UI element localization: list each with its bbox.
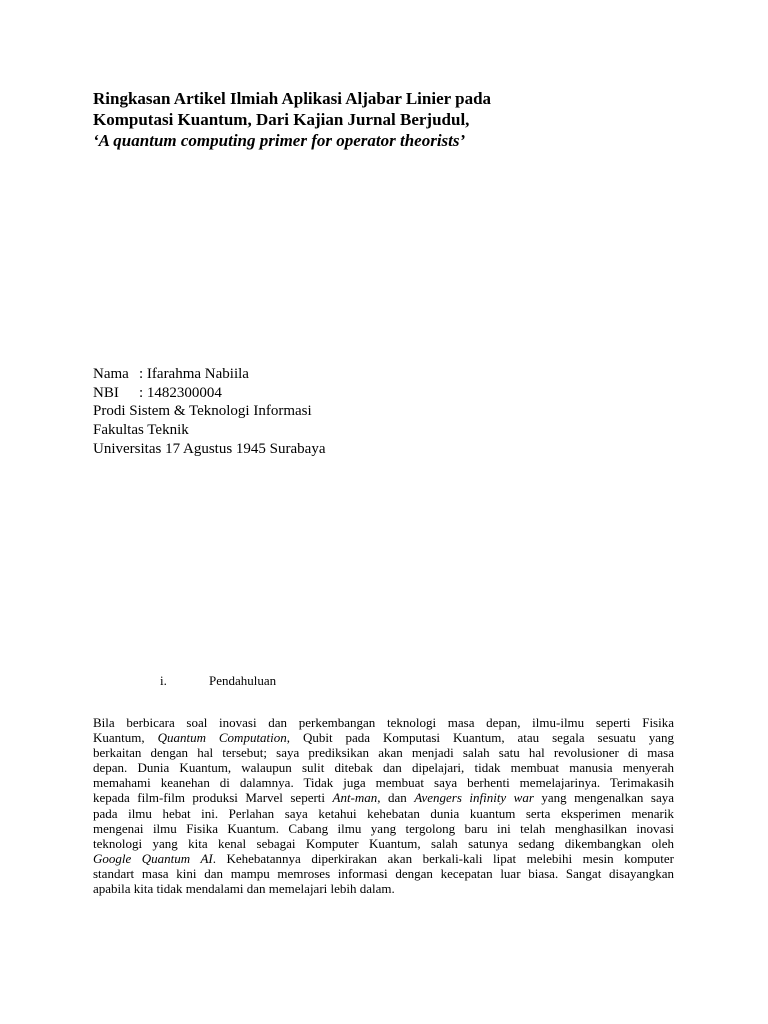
paragraph-line: standart masa kini dan mampu memroses informasi dengan kecepatan luar biasa. Sangat disayangkan bbox=[93, 865, 674, 881]
paragraph-line: berkaitan dengan hal tersebut; saya prediksikan akan menjadi salah satu hal revolusioner di masa bbox=[93, 745, 674, 761]
section-title: Pendahuluan bbox=[209, 673, 277, 688]
nbi-label: NBI bbox=[93, 384, 119, 401]
name-label: Nama bbox=[93, 366, 129, 382]
universitas-line: Universitas 17 Agustus 1945 Surabaya bbox=[93, 440, 326, 457]
paragraph-line: Google Quantum AI. Kehebatannya diperkirakan akan berkali-kali lipat melebihi mesin komputer bbox=[93, 850, 674, 866]
intro-paragraph bbox=[93, 715, 674, 896]
section-number: i. bbox=[160, 673, 167, 688]
paragraph-line: mengenai ilmu Fisika Kuantum. Cabang ilmu yang tergolong baru ini telah menghasilkan inovasi bbox=[93, 820, 674, 836]
paragraph-line: kepada film-film produksi Marvel seperti Ant-man, dan Avengers infinity war yang mengenalkan saya bbox=[93, 790, 674, 806]
paragraph-line: apabila kita tidak mendalami dan memelajari lebih dalam. bbox=[93, 881, 395, 897]
title-line-1: Ringkasan Artikel Ilmiah Aplikasi Aljabar Linier pada bbox=[93, 89, 492, 108]
google-quantum-ai-term: Google Quantum AI bbox=[93, 850, 213, 866]
title-line-3: ‘A quantum computing primer for operator theorists’ bbox=[93, 131, 466, 150]
paragraph-line: Bila berbicara soal inovasi dan perkembangan teknologi masa depan, ilmu-ilmu seperti Fisika bbox=[93, 715, 674, 730]
author-identity bbox=[93, 365, 593, 459]
nbi-value: : 1482300004 bbox=[139, 384, 222, 401]
fakultas-line: Fakultas Teknik bbox=[93, 422, 189, 439]
paragraph-line: depan. Dunia Kuantum, walaupun sulit ditebak dan dipelajari, tidak membuat manusia menyerah bbox=[93, 760, 674, 776]
name-row bbox=[93, 365, 593, 384]
title-line-2: Komputasi Kuantum, Dari Kajian Jurnal Berjudul, bbox=[93, 110, 470, 129]
document-title bbox=[93, 88, 693, 151]
paragraph-line: teknologi yang kita kenal sebagai Komputer Kuantum, salah satunya sedang dikembangkan oleh bbox=[93, 835, 674, 851]
paragraph-line: memahami keanehan di dalamnya. Tidak juga membuat saya berhenti memelajarinya. Terimakasih bbox=[93, 775, 674, 791]
avengers-title: Avengers infinity war bbox=[414, 790, 534, 806]
nbi-row bbox=[93, 384, 593, 403]
quantum-computation-term: Quantum Computation bbox=[157, 730, 287, 746]
ant-man-title: Ant-man bbox=[332, 790, 378, 806]
paragraph-line: Kuantum, Quantum Computation, Qubit pada Komputasi Kuantum, atau segala sesuatu yang bbox=[93, 730, 674, 746]
prodi-line: Prodi Sistem & Teknologi Informasi bbox=[93, 403, 312, 420]
name-value: : Ifarahma Nabiila bbox=[139, 366, 249, 382]
paragraph-line: pada ilmu hebat ini. Perlahan saya ketahui kehebatan dunia kuantum serta eksperimen menarik bbox=[93, 805, 674, 821]
